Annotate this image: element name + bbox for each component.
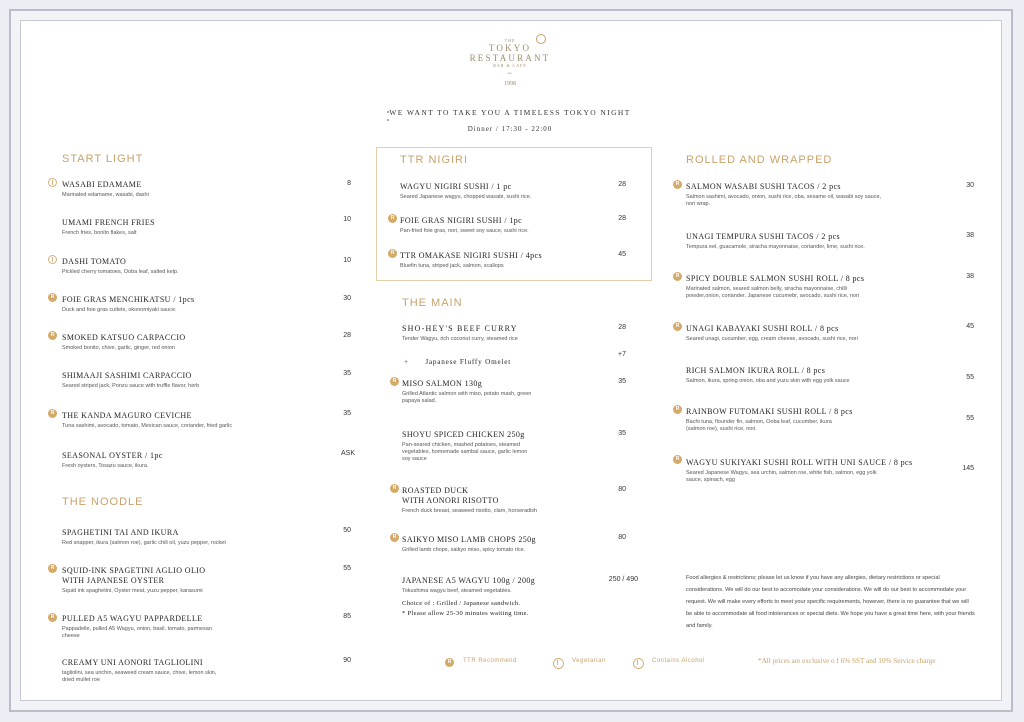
item-desc: Marinated salmon, seared salmon belly, siracha mayonnaise, chilli — [686, 286, 848, 292]
alcohol-icon — [633, 658, 644, 669]
item-price: 90 — [343, 657, 351, 664]
recommend-icon: R — [48, 564, 57, 573]
recommend-icon: R — [390, 484, 399, 493]
item-desc: Tokushima wagyu beef, steamed vegetables. — [402, 588, 512, 594]
item-price: 10 — [343, 257, 351, 264]
addon-item — [404, 351, 511, 369]
item-name: UMAMI FRENCH FRIES — [62, 218, 155, 227]
item-price: 80 — [618, 486, 626, 493]
recommend-icon: R — [673, 272, 682, 281]
item-desc-line2: sauce, spinach, egg — [686, 477, 735, 483]
section-title-noodle: THE NOODLE — [62, 496, 144, 508]
item-desc: Grilled Atlantic salmon with miso, potato mash, green — [402, 391, 532, 397]
item-price: 28 — [618, 324, 626, 331]
item-desc: Fresh oysters, Tosazu sauce, ikura. — [62, 463, 149, 469]
item-desc: tagliolini, sea urichin, seaweed cream sauce, chive, lemon skin, — [62, 670, 217, 676]
logo-est: est. — [507, 71, 513, 75]
item-price: 45 — [966, 323, 974, 330]
item-desc: Pan-seared chicken, mashed potatoes, steamed — [402, 442, 521, 448]
item-price: 55 — [966, 415, 974, 422]
item-name: SPAGHETINI TAI AND IKURA — [62, 528, 179, 537]
item-name: SHO-HEY'S BEEF CURRY — [402, 324, 518, 333]
menu-item — [62, 411, 232, 430]
item-price: 55 — [966, 374, 974, 381]
item-price: 55 — [343, 565, 351, 572]
recommend-icon: R — [48, 293, 57, 302]
item-price: 28 — [618, 181, 626, 188]
item-name: WAGYU NIGIRI SUSHI / 1 pc — [400, 182, 512, 191]
menu-item — [62, 451, 163, 470]
item-desc-line2: dried mullet roe — [62, 677, 100, 683]
item-price: 28 — [343, 332, 351, 339]
vegetarian-icon — [553, 658, 564, 669]
item-price: 8 — [347, 180, 351, 187]
item-desc: Bluefin tuna, striped jack, salmon, scallops — [400, 263, 504, 269]
item-name: WASABI EDAMAME — [62, 180, 142, 189]
menu-item — [402, 486, 537, 515]
item-price: 10 — [343, 216, 351, 223]
item-desc: Duck and foie gras cutlets, okonomiyaki sauce. — [62, 307, 177, 313]
menu-item — [62, 257, 178, 276]
recommend-icon: R — [673, 180, 682, 189]
recommend-icon: R — [48, 409, 57, 418]
item-price: 28 — [618, 215, 626, 222]
item-price: 30 — [343, 295, 351, 302]
item-name-line2: WITH JAPANESE OYSTER — [62, 576, 165, 585]
allergy-note: Food allergies & restrictions; please let us know if you have any allergies, dietary restrictions or special considerations. We will do our best to accomodate your considerations. We will do our best to accommodate your request. We will make every efforts to meet your specific requirements, however, there is no guarantee that we will be able to accommodate all food intolerances or special diets. We hope you have a great time here, with your friends and family. — [686, 575, 975, 629]
item-desc: Tuna sashimi, avocado, tomato, Mexican sauce, coriander, fried garlic — [62, 423, 233, 429]
item-name: SALMON WASABI SUSHI TACOS / 2 pcs — [686, 182, 841, 191]
item-price: 250 / 490 — [608, 576, 638, 583]
section-title-main: THE MAIN — [402, 297, 463, 309]
recommend-icon: R — [48, 331, 57, 340]
menu-item — [686, 274, 864, 300]
vegetarian-icon — [48, 178, 57, 187]
item-price: 30 — [966, 182, 974, 189]
menu-item — [400, 216, 529, 235]
menu-item — [402, 379, 531, 405]
legend-recommend: TTR Recommend — [463, 658, 517, 664]
logo-badge-icon — [536, 34, 546, 44]
legend-alcohol: Contains Alcohol — [652, 658, 705, 664]
item-name: SEASONAL OYSTER / 1pc — [62, 451, 163, 460]
recommend-icon: R — [388, 214, 397, 223]
addon-price: +7 — [618, 351, 626, 358]
item-name: PULLED A5 WAGYU PAPPARDELLE — [62, 614, 203, 623]
item-name: TTR OMAKASE NIGIRI SUSHI / 4pcs — [400, 251, 542, 260]
item-desc-line2: (salmon roe), sushi rice, nori. — [686, 426, 757, 432]
item-name: ROASTED DUCK — [402, 486, 469, 495]
recommend-icon: R — [673, 322, 682, 331]
item-name: SQUID-INK SPAGETINI AGLIO OLIO — [62, 566, 206, 575]
menu-item — [62, 371, 199, 390]
item-desc-line2: cheese — [62, 633, 80, 639]
opening-hours: Dinner / 17:30 - 22:00 — [467, 125, 553, 133]
menu-item — [400, 182, 531, 201]
section-title-start-light: START LIGHT — [62, 153, 144, 165]
item-price: 38 — [966, 232, 974, 239]
item-desc-line2: vegetables, homemade sambal sauce, garlic lemon — [402, 449, 528, 455]
item-desc-line2: powder,onion, coriander, Japanese cucumebr, avocado, sushi rice, nori — [686, 293, 860, 299]
item-name: THE KANDA MAGURO CEVICHE — [62, 411, 192, 420]
item-desc: Squid ink spaghetini, Oyster meat, yuzu pepper, karasumi — [62, 588, 203, 594]
item-desc-line2: nori wrap. — [686, 201, 711, 207]
item-name: RICH SALMON IKURA ROLL / 8 pcs — [686, 366, 826, 375]
item-name: UNAGI TEMPURA SUSHI TACOS / 2 pcs — [686, 232, 841, 241]
menu-item — [400, 251, 542, 270]
menu-item — [686, 232, 865, 251]
menu-item — [62, 218, 155, 237]
item-desc: Seared Japanese wagyu, chopped wasabi, sushi rice. — [400, 194, 532, 200]
item-price: 35 — [618, 378, 626, 385]
item-desc: Pappadelle, pulled A5 Wagyu, onion, basil, tomato, parmesan — [62, 626, 212, 632]
menu-item — [62, 528, 226, 547]
item-desc: Tender Wagyu, rich coconut curry, steamed rice — [402, 336, 518, 342]
item-name: DASHI TOMATO — [62, 257, 127, 266]
item-desc: Red snapper, ikura (salmon roe), garlic chili oil, yuzu pepper, rocket — [62, 540, 226, 546]
item-desc: Seared unagi, cucumber, egg, cream cheese, avocado, sushi rice, nori — [686, 336, 858, 342]
logo-tokyo: TOKYO — [488, 43, 532, 53]
menu-item — [686, 324, 858, 343]
item-price: 35 — [618, 430, 626, 437]
item-price: 35 — [343, 410, 351, 417]
choice-note: Choice of : Grilled / Japanese sandwich. — [402, 600, 521, 607]
item-name: MISO SALMON 130g — [402, 379, 483, 388]
item-name: JAPANESE A5 WAGYU 100g / 200g — [402, 576, 536, 585]
item-desc-line2: papaya salad. — [402, 398, 437, 404]
item-name: CREAMY UNI AONORI TAGLIOLINI — [62, 658, 203, 667]
menu-item — [402, 576, 535, 617]
recommend-icon: R — [673, 405, 682, 414]
addon-name: Japanese Fluffy Omelet — [425, 358, 512, 366]
item-desc: Salmon, ikura, spring onion, oba and yuzu skin with egg yolk sauce — [686, 378, 850, 384]
price-footnote: *All prices are exclusive o f 6% SST and 10% Service charge — [758, 657, 936, 665]
logo-restaurant: RESTAURANT — [469, 53, 551, 63]
menu-item — [62, 614, 212, 640]
item-name: SAIKYO MISO LAMB CHOPS 250g — [402, 535, 536, 544]
item-name: WAGYU SUKIYAKI SUSHI ROLL WITH UNI SAUCE / 8 pcs — [686, 458, 913, 467]
item-name: SHOYU SPICED CHICKEN 250g — [402, 430, 525, 439]
menu-item — [686, 458, 913, 484]
menu-item — [686, 407, 853, 433]
item-desc: French duck breast, seaweed risotto, clam, horseradish — [402, 508, 538, 514]
addon-plus: + — [404, 358, 409, 366]
wait-note: * Please allow 25-30 minutes waiting time. — [402, 610, 529, 617]
recommend-icon: R — [48, 613, 57, 622]
item-name: SMOKED KATSUO CARPACCIO — [62, 333, 186, 342]
menu-item — [402, 430, 527, 463]
item-desc: Salmon sashimi, avocado, onion, sushi rice, oba, sesame oil, wasabi soy sauce, — [686, 194, 882, 200]
item-name: UNAGI KABAYAKI SUSHI ROLL / 8 pcs — [686, 324, 839, 333]
tagline: WE WANT TO TAKE YOU A TIMELESS TOKYO NIGHT — [389, 108, 631, 117]
item-desc: Seared Japanese Wagyu, sea urchin, salmon roe, white fish, salmon, egg yolk — [686, 470, 877, 476]
item-desc: French fries, bonito flakes, salt — [62, 230, 137, 236]
item-desc: Seared striped jack, Ponzu sauce with truffle flavor, herb — [62, 383, 200, 389]
item-price: 50 — [343, 527, 351, 534]
menu-item — [62, 180, 149, 199]
recommend-icon: R — [673, 455, 682, 464]
legend-vegetarian: Vegetarian — [572, 658, 606, 664]
menu-item — [62, 658, 216, 684]
menu-item — [686, 182, 881, 208]
menu-item — [402, 324, 518, 343]
item-desc-line3: soy sauce — [402, 456, 427, 462]
vegetarian-icon — [48, 255, 57, 264]
item-desc: Marinated edamame, wasabi, dashi — [62, 192, 149, 198]
menu-item — [62, 566, 205, 595]
item-desc: Grilled lamb chops, saikyo miso, spicy tomato rice. — [402, 547, 526, 553]
item-desc: Pickled cherry tomatoes, Ooba leaf, salted kelp. — [62, 269, 179, 275]
item-name: FOIE GRAS NIGIRI SUSHI / 1pc — [400, 216, 523, 225]
recommend-icon: R — [388, 249, 397, 258]
item-price: 80 — [618, 534, 626, 541]
menu-item — [402, 535, 536, 554]
item-price: 145 — [962, 465, 974, 472]
item-desc: Tempura eel, guacamole, siracha mayonnaise, coriander, lime, sushi rice. — [686, 244, 865, 250]
item-name: RAINBOW FUTOMAKI SUSHI ROLL / 8 pcs — [686, 407, 853, 416]
recommend-icon: R — [445, 658, 454, 667]
item-price: ASK — [340, 450, 355, 457]
item-desc: Pan-fried foie gras, nori, sweet soy sauce, sushi rice. — [400, 228, 529, 234]
item-desc: Bachi tuna, flounder fin, salmon, Ooba leaf, cucumber, ikura — [686, 419, 832, 425]
logo-subtitle: BAR & CAFE — [493, 63, 527, 68]
bullet-icon — [387, 119, 389, 121]
item-name: FOIE GRAS MENCHIKATSU / 1pcs — [62, 295, 195, 304]
menu-item — [62, 295, 195, 314]
item-price: 45 — [618, 251, 626, 258]
item-name: SPICY DOUBLE SALMON SUSHI ROLL / 8 pcs — [686, 274, 865, 283]
menu-item — [62, 333, 186, 352]
item-name: SHIMAAJI SASHIMI CARPACCIO — [62, 371, 192, 380]
logo-the: THE — [504, 38, 516, 43]
item-price: 38 — [966, 273, 974, 280]
item-name-line2: WITH AONORI RISOTTO — [402, 496, 499, 505]
recommend-icon: R — [390, 377, 399, 386]
restaurant-logo — [440, 38, 580, 87]
item-desc: Smoked bonito, chive, garlic, ginger, red onion — [62, 345, 175, 351]
menu-item — [686, 366, 850, 385]
section-title-rolled: ROLLED AND WRAPPED — [686, 154, 833, 166]
section-title-nigiri: TTR NIGIRI — [400, 154, 469, 166]
logo-year: 1998 — [504, 81, 516, 87]
item-price: 85 — [343, 613, 351, 620]
item-price: 35 — [343, 370, 351, 377]
recommend-icon: R — [390, 533, 399, 542]
